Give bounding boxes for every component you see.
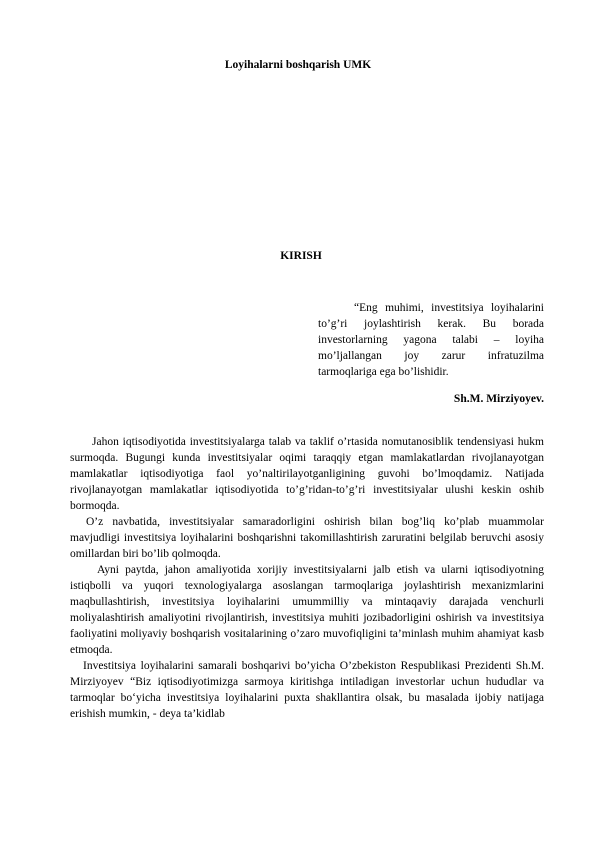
body-text xyxy=(70,434,544,722)
paragraph-3: Ayni paytda, jahon amaliyotida xorijiy investitsiyalarni jalb etish va ularni iqtisodiyotning istiqbolli va yuqori texnologiyalarga asoslangan tarmoqlariga joylashtirish mexanizmlarini maqbullashtirish, investitsiya loyihalarini umummilliy va mintaqaviy darajada venchurli moliyalashtirish amaliyotini rivojlantirish, investitsiya muhiti jozibadorligini oshirish va investitsiya faoliyatini moliyaviy boshqarish vositalarining o’zaro muvofiqligini ta’minlash muhim ahamiyat kasb etmoqda. xyxy=(70,564,544,656)
epigraph-quote: “Eng muhimi, investitsiya loyihalarini to’g’ri joylashtirish kerak. Bu borada investorlarning yagona talabi – loyiha mo’ljallangan joy zarur infratuzilma tarmoqlariga ega bo’lishidir. xyxy=(318,302,544,378)
epigraph xyxy=(318,300,544,380)
paragraph-1: Jahon iqtisodiyotida investitsiyalarga talab va taklif o’rtasida nomutanosiblik tendensiyasi hukm surmoqda. Bugungi kunda investitsiyalar oqimi taraqqiy etgan mamlakatlardan rivojlanayotgan mamlakatlar iqtisodiyotiga faol yo’naltirilayotganligining guvohi bo’lmoqdamiz. Natijada rivojlanayotgan mamlakatlar iqtisodiyotida to’g’ridan-to’g’ri investitsiyalar ulushi keskin oshib bormoqda. xyxy=(70,436,544,512)
paragraph-2: O’z navbatida, investitsiyalar samaradorligini oshirish bilan bog’liq ko’plab muammolar mavjudligi investitsiya loyihalarini boshqarishni takomillashtirish zaruratini belgilab beruvchi asosiy omillardan biri bo’lib qolmoqda. xyxy=(70,516,544,560)
epigraph-author: Sh.M. Mirziyoyev. xyxy=(453,393,544,405)
paragraph-4: Investitsiya loyihalarini samarali boshqarivi bo’yicha O’zbekiston Respublikasi Prezidenti Sh.M. Mirziyoyev “Biz iqtisodiyotimizga sarmoya kiritishga intiladigan investorlar uchun hududlar va tarmoqlar bo‘yicha investitsiya loyihalarini puxta shakllantira olsak, bu masalada ijobiy natijaga erishish mumkin, - deya ta’kidlab xyxy=(70,660,544,720)
page-header: Loyihalarni boshqarish UMK xyxy=(224,59,372,71)
section-heading: KIRISH xyxy=(280,250,322,262)
